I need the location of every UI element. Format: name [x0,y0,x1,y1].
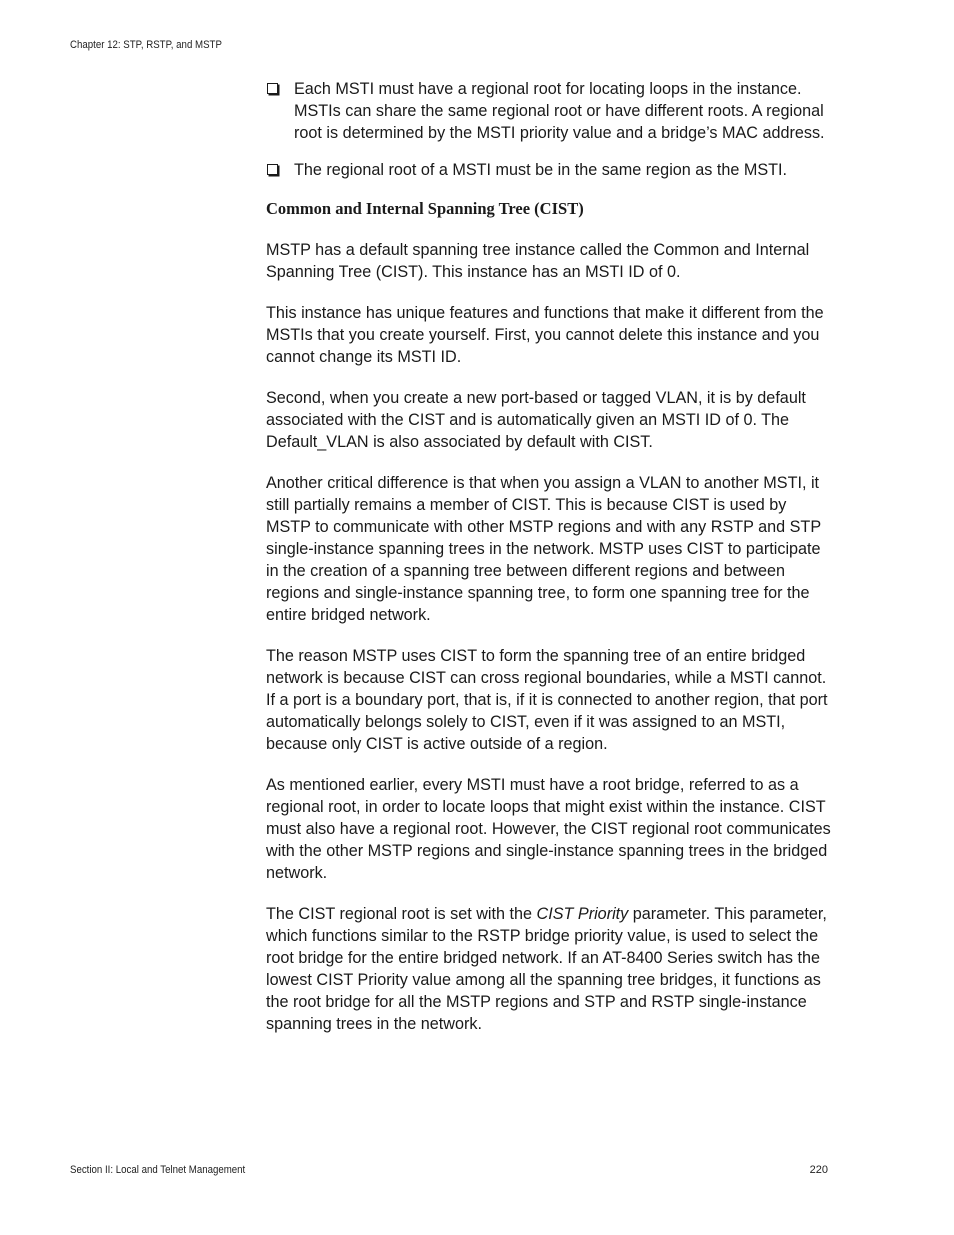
list-item [294,78,832,144]
running-head: Chapter 12: STP, RSTP, and MSTP [70,39,222,51]
paragraph-text: parameter. This parameter, which functions similar to the RSTP bridge priority value, is used to select the root bridge for the entire bridged network. If an AT-8400 Series switch has the lowest CIST Priority value among all the spanning tree bridges, it functions as the root bridge for all the MSTP regions and STP and RSTP single-instance spanning trees in the network. [266,905,827,1033]
checkbox-bullet-icon [267,164,278,175]
page-number: 220 [809,1164,828,1176]
paragraph: The reason MSTP uses CIST to form the spanning tree of an entire bridged network is because CIST can cross regional boundaries, while a MSTI cannot. If a port is a boundary port, that is, if it is connected to another region, that port automatically belongs solely to CIST, even if it was assigned to an MSTI, because only CIST is active outside of a region. [266,647,828,753]
paragraph: As mentioned earlier, every MSTI must have a root bridge, referred to as a regional root, in order to locate loops that might exist within the instance. CIST must also have a regional root. However, the CIST regional root communicates with the other MSTP regions and single-instance spanning trees in the bridged network. [266,776,831,882]
list-item [294,159,832,181]
paragraph: MSTP has a default spanning tree instance called the Common and Internal Spanning Tree (CIST). This instance has an MSTI ID of 0. [266,241,810,281]
paragraph: Second, when you create a new port-based or tagged VLAN, it is by default associated with the CIST and is automatically given an MSTI ID of 0. The Default_VLAN is also associated by default with CIST. [266,389,806,451]
paragraph: This instance has unique features and functions that make it different from the MSTIs that you create yourself. First, you cannot delete this instance and you cannot change its MSTI ID. [266,304,824,366]
bullet-text: Each MSTI must have a regional root for locating loops in the instance. MSTIs can share the same regional root or have different roots. A regional root is determined by the MSTI priority value and a bridge’s MAC address. [294,80,825,142]
paragraph: Another critical difference is that when you assign a VLAN to another MSTI, it still partially remains a member of CIST. This is because CIST is used by MSTP to communicate with other MSTP regions and with any RSTP and STP single-instance spanning trees in the network. MSTP uses CIST to participate in the creation of a spanning tree between different regions and between regions and single-instance spanning tree, to form one spanning tree for the entire bridged network. [266,474,821,624]
parameter-name-italic: CIST Priority [536,905,629,923]
bullet-text: The regional root of a MSTI must be in the same region as the MSTI. [294,161,788,179]
paragraph-text: The CIST regional root is set with the [266,905,537,923]
checkbox-bullet-icon [267,83,278,94]
footer-section-label: Section II: Local and Telnet Management [70,1164,246,1176]
page-body [266,78,832,1054]
bullet-list [266,78,832,181]
paragraph [266,903,832,1035]
section-heading: Common and Internal Spanning Tree (CIST) [266,199,584,218]
